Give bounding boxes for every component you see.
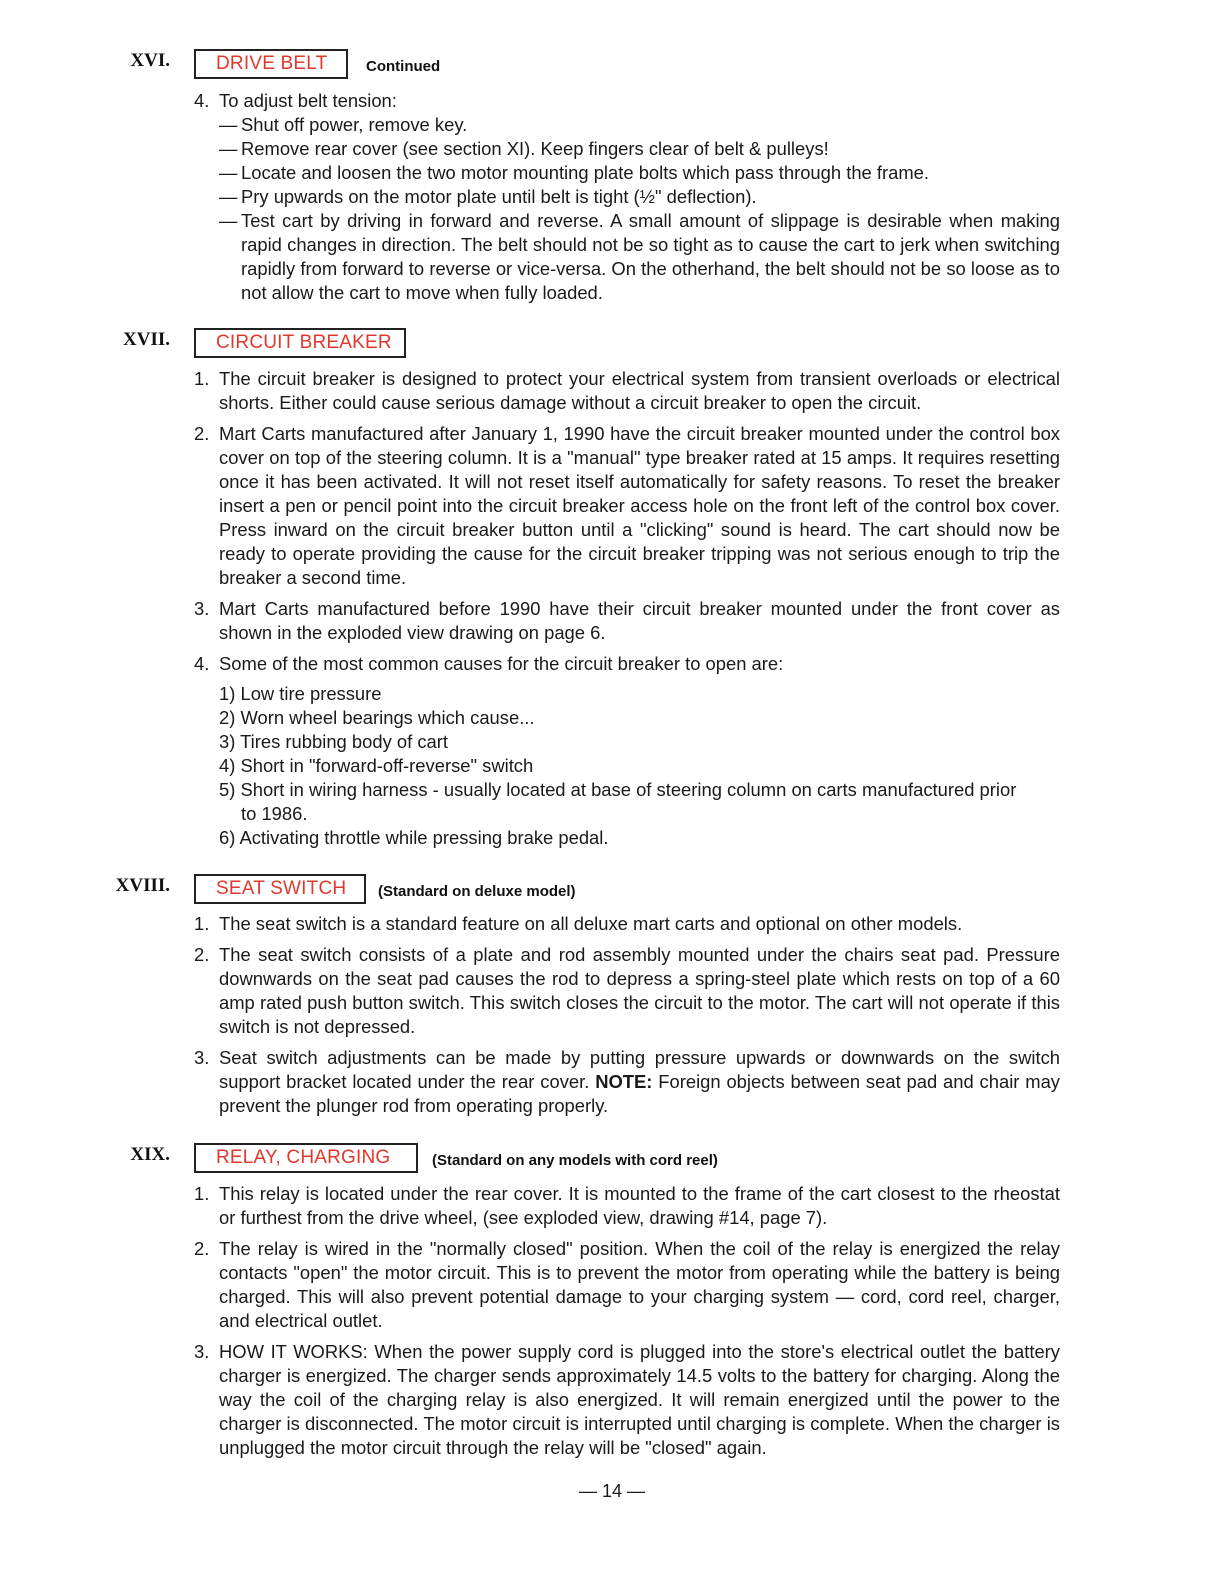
- dash-item: — Shut off power, remove key.: [219, 113, 1060, 137]
- item-number: 3.: [194, 1341, 210, 1362]
- section-title: CIRCUIT BREAKER: [194, 328, 406, 358]
- section-title: SEAT SWITCH: [194, 874, 366, 904]
- cause-item-continued: to 1986.: [241, 803, 308, 824]
- item-number: 3.: [194, 598, 210, 619]
- cause-item: 5) Short in wiring harness - usually located at base of steering column on carts manufactured prior: [219, 779, 1017, 800]
- item-text: The circuit breaker is designed to protect your electrical system from transient overloads or electrical shorts. Either could cause serious damage without a circuit breaker to open the circuit.: [219, 368, 1060, 413]
- item-number: 2.: [194, 1238, 210, 1259]
- item-number: 1.: [194, 913, 210, 934]
- section-body: [194, 1182, 1060, 1467]
- cause-item: 4) Short in "forward-off-reverse" switch: [219, 755, 534, 776]
- section-number: XIX.: [130, 1144, 170, 1165]
- item-number: 4.: [194, 653, 210, 674]
- section-heading: [194, 48, 440, 80]
- item-text: HOW IT WORKS: When the power supply cord is plugged into the store's electrical outlet the battery charger is energized. The charger sends approximately 14.5 volts to the battery for charging. Along the way the coil of the charging relay is also energized. It will remain energized until the power to the charger is disconnected. The motor circuit is interrupted until charging is complete. When the charger is unplugged the motor circuit through the relay will be "closed" again.: [219, 1341, 1060, 1458]
- section-number: XVII.: [123, 329, 170, 350]
- section-body: [194, 367, 1060, 850]
- section-body: [194, 89, 1060, 305]
- section-title: RELAY, CHARGING: [194, 1143, 418, 1173]
- list-item: [194, 1237, 1060, 1333]
- item-text: The seat switch is a standard feature on all deluxe mart carts and optional on other models.: [219, 913, 963, 934]
- dash-item: — Test cart by driving in forward and reverse. A small amount of slippage is desirable when making rapid changes in direction. The belt should not be so tight as to cause the cart to jerk when switching rapidly from forward to reverse or vice-versa. On the otherhand, the belt should not be so loose as to not allow the cart to move when fully loaded.: [219, 209, 1060, 305]
- note-label: NOTE:: [595, 1071, 653, 1092]
- item-text-part: Seat switch adjustments can be made by putting pressure upwards or downwards on the switch support bracket located under the rear cover.: [219, 1047, 1060, 1092]
- list-item: [194, 422, 1060, 590]
- item-text: Mart Carts manufactured after January 1, 1990 have the circuit breaker mounted under the control box cover on top of the steering column. It is a "manual" type breaker rated at 15 amps. It requires resetting once it has been activated. It will not reset itself automatically for safety reasons. To reset the breaker insert a pen or pencil point into the circuit breaker access hole on the front left of the control box cover. Press inward on the circuit breaker button until a "clicking" sound is heard. The cart should now be ready to operate providing the cause for the circuit breaker tripping was not serious enough to trip the breaker a second time.: [219, 423, 1060, 588]
- list-item: [194, 652, 1060, 676]
- item-number: 1.: [194, 1183, 210, 1204]
- cause-item: 1) Low tire pressure: [219, 683, 382, 704]
- section-number: XVI.: [130, 50, 170, 71]
- dash-item: — Locate and loosen the two motor mounting plate bolts which pass through the frame.: [219, 161, 1060, 185]
- item-number: 1.: [194, 368, 210, 389]
- cause-item: 2) Worn wheel bearings which cause...: [219, 707, 535, 728]
- item-number: 3.: [194, 1047, 210, 1068]
- dash-list: [219, 113, 1060, 305]
- list-item: [194, 1340, 1060, 1460]
- cause-item: 6) Activating throttle while pressing brake pedal.: [219, 827, 609, 848]
- item-text: The relay is wired in the "normally closed" position. When the coil of the relay is energized the relay contacts "open" the motor circuit. This is to prevent the motor from operating while the battery is being charged. This will also prevent potential damage to your charging system — cord, cord reel, charger, and electrical outlet.: [219, 1238, 1060, 1331]
- section-heading: [194, 1142, 718, 1174]
- list-item: [194, 943, 1060, 1039]
- list-item: [194, 367, 1060, 415]
- item-number: 2.: [194, 944, 210, 965]
- list-item: [194, 89, 1060, 113]
- list-item: [194, 1046, 1060, 1118]
- section-title: DRIVE BELT: [194, 49, 348, 79]
- section-note: Continued: [366, 57, 441, 75]
- item-number: 4.: [194, 90, 210, 111]
- section-heading: [194, 327, 406, 359]
- item-text: Mart Carts manufactured before 1990 have their circuit breaker mounted under the front cover as shown in the exploded view drawing on page 6.: [219, 598, 1060, 643]
- item-text: This relay is located under the rear cover. It is mounted to the frame of the cart closest to the rheostat or furthest from the drive wheel, (see exploded view, drawing #14, page 7).: [219, 1183, 1060, 1228]
- cause-item: 3) Tires rubbing body of cart: [219, 731, 448, 752]
- list-item: [194, 1182, 1060, 1230]
- page-number: — 14 —: [578, 1481, 646, 1501]
- item-text: The seat switch consists of a plate and rod assembly mounted under the chairs seat pad. Pressure downwards on the seat pad causes the rod to depress a spring-steel plate which rests on top of a 60 amp rated push button switch. This switch closes the circuit to the motor. The cart will not operate if this switch is not depressed.: [219, 944, 1060, 1037]
- dash-item: — Pry upwards on the motor plate until belt is tight (½" deflection).: [219, 185, 1060, 209]
- item-text: Some of the most common causes for the circuit breaker to open are:: [219, 653, 784, 674]
- list-item: [194, 597, 1060, 645]
- item-text: To adjust belt tension:: [219, 90, 397, 111]
- dash-item: — Remove rear cover (see section XI). Keep fingers clear of belt & pulleys!: [219, 137, 1060, 161]
- section-body: [194, 912, 1060, 1125]
- list-item: [194, 912, 1060, 936]
- item-number: 2.: [194, 423, 210, 444]
- section-note: (Standard on any models with cord reel): [432, 1151, 718, 1169]
- section-number: XVIII.: [115, 875, 170, 896]
- section-note: (Standard on deluxe model): [378, 882, 576, 900]
- item-text-part: Foreign objects between seat pad and chair may prevent the plunger rod from operating properly.: [219, 1071, 1060, 1116]
- section-heading: [194, 873, 576, 905]
- item-text: [219, 1047, 1060, 1116]
